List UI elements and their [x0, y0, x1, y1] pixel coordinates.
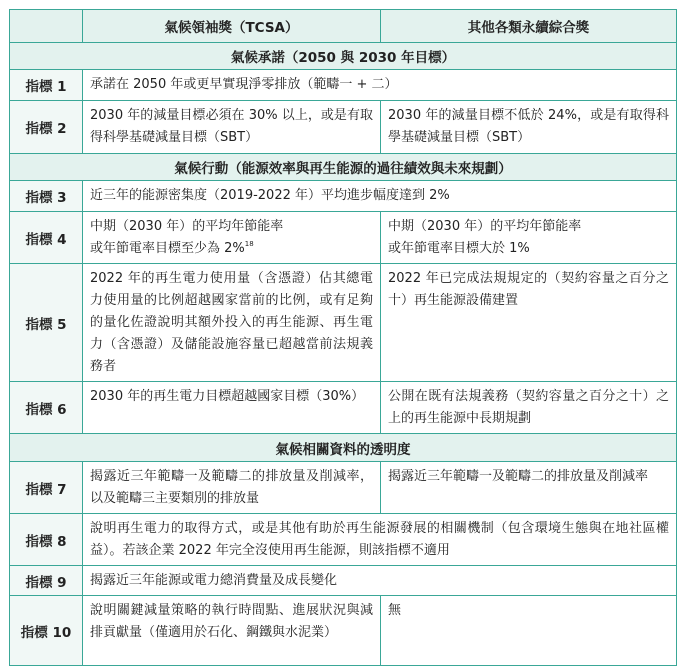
footnote-marker: 18	[244, 240, 254, 248]
indicator-label: 指標 9	[10, 566, 83, 596]
indicator-label: 指標 2	[10, 101, 83, 154]
indicator-text: 承諾在 2050 年或更早實現淨零排放（範疇一 + 二）	[83, 70, 677, 101]
table-row	[10, 514, 677, 566]
section-row	[10, 434, 677, 462]
table-row	[10, 566, 677, 596]
indicator-other-text: 公開在既有法規義務（契約容量之百分之十）之上的再生能源中長期規劃	[381, 382, 677, 434]
indicator-tcsa-text: 2030 年的減量目標必須在 30% 以上，或是有取得科學基礎減量目標（SBT）	[83, 101, 381, 154]
indicator-label: 指標 8	[10, 514, 83, 566]
indicator-text: 揭露近三年能源或電力總消費量及成長變化	[83, 566, 677, 596]
section-title-climate-commitment: 氣候承諾（2050 與 2030 年目標）	[10, 43, 677, 70]
indicator-tcsa-text: 2022 年的再生電力使用量（含憑證）佔其總電力使用量的比例超越國家當前的比例，或有足夠的量化佐證說明其額外投入的再生能源、再生電力（含憑證）及儲能設施容量已超越當前法規義務者	[83, 264, 381, 382]
indicator-label: 指標 4	[10, 212, 83, 264]
indicator-label: 指標 10	[10, 596, 83, 666]
tcsa-line-1: 中期（2030 年）的平均年節能率	[90, 219, 284, 234]
table-row	[10, 462, 677, 514]
indicator-label: 指標 3	[10, 181, 83, 212]
climate-award-indicator-table	[9, 9, 677, 666]
indicator-other-text: 2030 年的減量目標不低於 24%，或是有取得科學基礎減量目標（SBT）	[381, 101, 677, 154]
section-title-transparency: 氣候相關資料的透明度	[10, 434, 677, 462]
section-row	[10, 154, 677, 181]
table-row	[10, 70, 677, 101]
table-row	[10, 181, 677, 212]
indicator-label: 指標 6	[10, 382, 83, 434]
table-row	[10, 264, 677, 382]
indicator-text: 近三年的能源密集度（2019-2022 年）平均進步幅度達到 2%	[83, 181, 677, 212]
table-row	[10, 212, 677, 264]
indicator-tcsa-text: 揭露近三年範疇一及範疇二的排放量及削減率，以及範疇三主要類別的排放量	[83, 462, 381, 514]
indicator-other-text	[381, 212, 677, 264]
table-row	[10, 382, 677, 434]
indicator-tcsa-text: 2030 年的再生電力目標超越國家目標（30%）	[83, 382, 381, 434]
header-empty-cell	[10, 10, 83, 43]
table-row	[10, 101, 677, 154]
tcsa-line-2-text: 或年節電率目標至少為 2%	[90, 241, 245, 256]
indicator-label: 指標 5	[10, 264, 83, 382]
indicator-other-text: 2022 年已完成法規規定的（契約容量之百分之十）再生能源設備建置	[381, 264, 677, 382]
other-line-1: 中期（2030 年）的平均年節能率	[388, 219, 582, 234]
table-row	[10, 596, 677, 666]
indicator-tcsa-text: 說明關鍵減量策略的執行時間點、進展狀況與減排貢獻量（僅適用於石化、鋼鐵與水泥業）	[83, 596, 381, 666]
indicator-tcsa-text	[83, 212, 381, 264]
tcsa-line-2	[90, 238, 373, 260]
indicator-other-text: 無	[381, 596, 677, 666]
header-other-awards: 其他各類永續綜合獎	[381, 10, 677, 43]
indicator-other-text: 揭露近三年範疇一及範疇二的排放量及削減率	[381, 462, 677, 514]
indicator-label: 指標 7	[10, 462, 83, 514]
other-line-2: 或年節電率目標大於 1%	[388, 241, 530, 256]
table-header-row	[10, 10, 677, 43]
section-title-climate-action: 氣候行動（能源效率與再生能源的過往績效與未來規劃）	[10, 154, 677, 181]
header-tcsa: 氣候領袖獎（TCSA）	[83, 10, 381, 43]
indicator-label: 指標 1	[10, 70, 83, 101]
indicator-text: 說明再生電力的取得方式，或是其他有助於再生能源發展的相關機制（包含環境生態與在地社區權益）。若該企業 2022 年完全沒使用再生能源，則該指標不適用	[83, 514, 677, 566]
section-row	[10, 43, 677, 70]
